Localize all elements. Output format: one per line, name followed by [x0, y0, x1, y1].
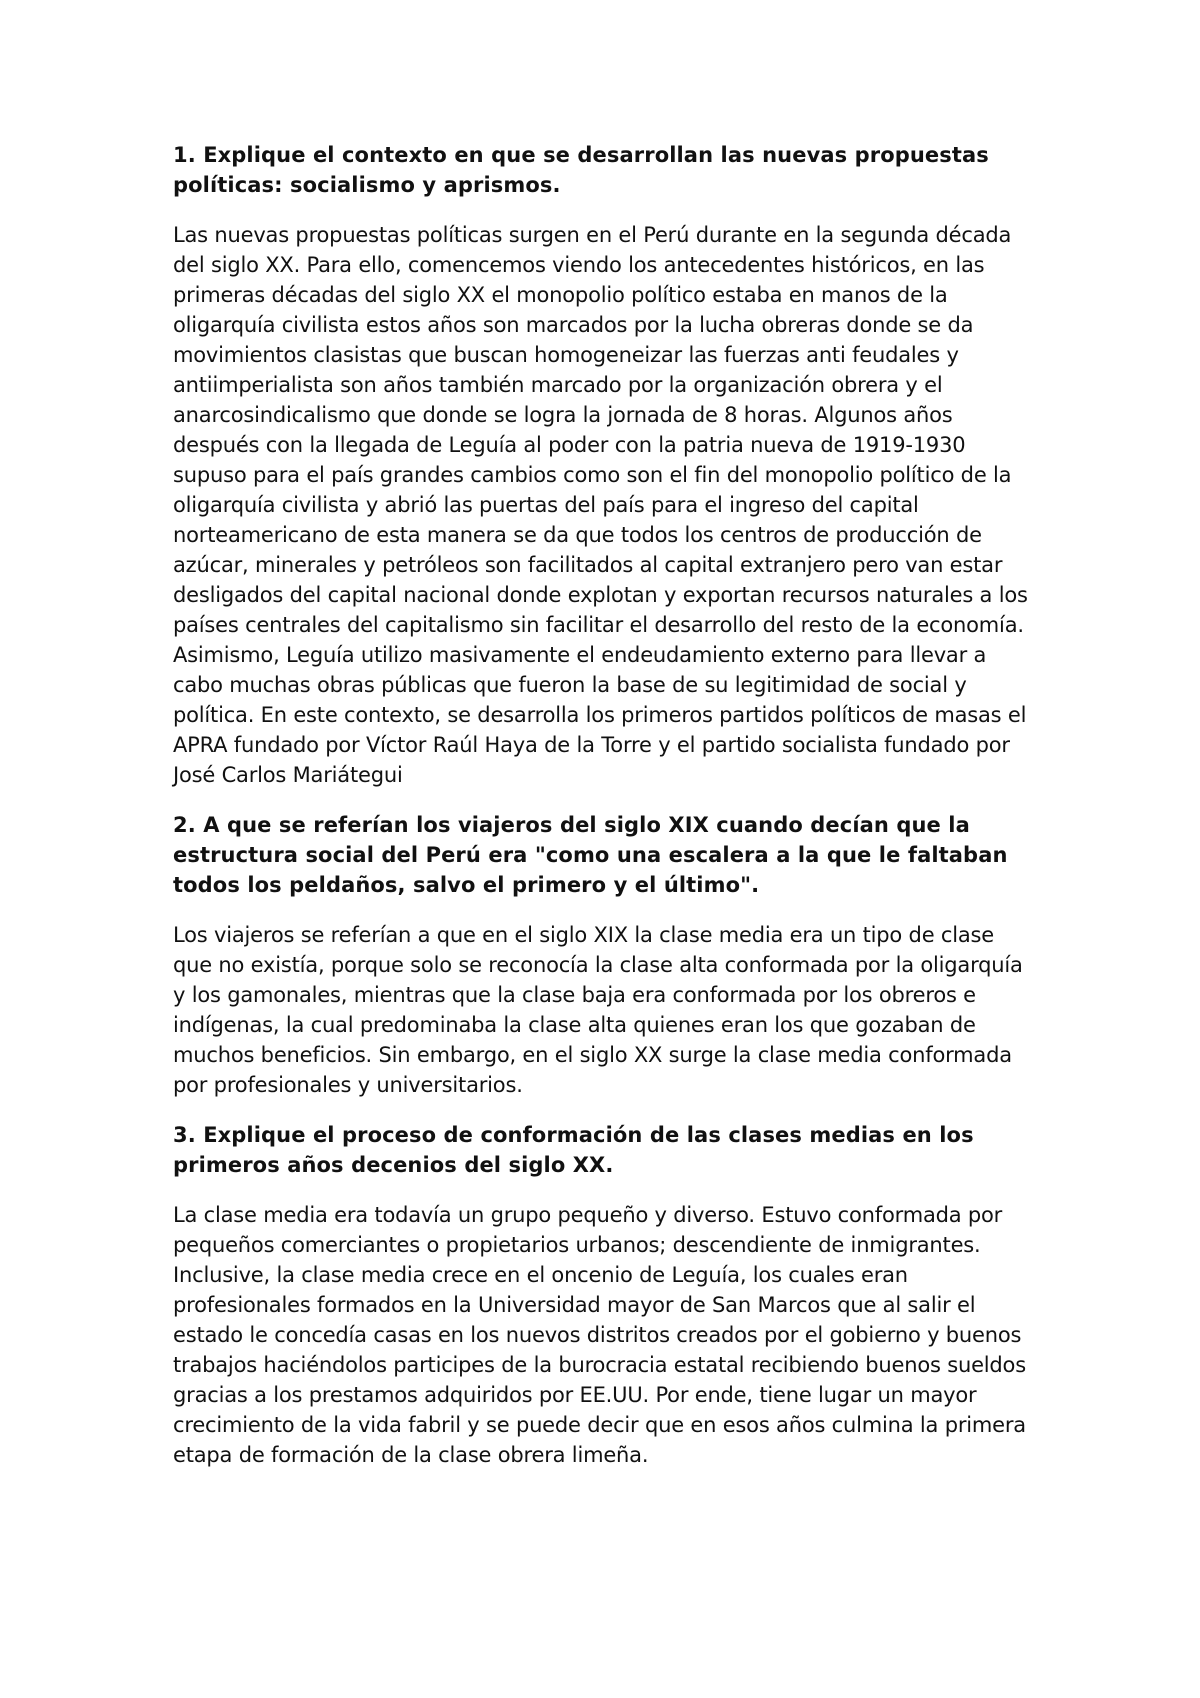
- question-1-heading: 1. Explique el contexto en que se desarrollan las nuevas propuestas políticas: socialismo y aprismos.: [173, 143, 989, 197]
- question-2-heading: 2. A que se referían los viajeros del siglo XIX cuando decían que la estructura social del Perú era "como una escalera a la que le faltaban todos los peldaños, salvo el primero y el último".: [173, 813, 1008, 897]
- question-3-heading: 3. Explique el proceso de conformación de las clases medias en los primeros años decenios del siglo XX.: [173, 1123, 974, 1177]
- answer-1-paragraph: Las nuevas propuestas políticas surgen en el Perú durante en la segunda década del siglo XX. Para ello, comencemos viendo los antecedentes históricos, en las primeras décadas del siglo XX el monopolio político estaba en manos de la oligarquía civilista estos años son marcados por la lucha obreras donde se da movimientos clasistas que buscan homogeneizar las fuerzas anti feudales y antiimperialista son años también marcado por la organización obrera y el anarcosindicalismo que donde se logra la jornada de 8 horas. Algunos años después con la llegada de Leguía al poder con la patria nueva de 1919-1930 supuso para el país grandes cambios como son el fin del monopolio político de la oligarquía civilista y abrió las puertas del país para el ingreso del capital norteamericano de esta manera se da que todos los centros de producción de azúcar, minerales y petróleos son facilitados al capital extranjero pero van estar desligados del capital nacional donde explotan y exportan recursos naturales a los países centrales del capitalismo sin facilitar el desarrollo del resto de la economía. Asimismo, Leguía utilizo masivamente el endeudamiento externo para llevar a cabo muchas obras públicas que fueron la base de su legitimidad de social y política. En este contexto, se desarrolla los primeros partidos políticos de masas el APRA fundado por Víctor Raúl Haya de la Torre y el partido socialista fundado por José Carlos Mariátegui: [173, 223, 1028, 787]
- answer-2-paragraph: Los viajeros se referían a que en el siglo XIX la clase media era un tipo de clase que no existía, porque solo se reconocía la clase alta conformada por la oligarquía y los gamonales, mientras que la clase baja era conformada por los obreros e indígenas, la cual predominaba la clase alta quienes eran los que gozaban de muchos beneficios. Sin embargo, en el siglo XX surge la clase media conformada por profesionales y universitarios.: [173, 923, 1023, 1097]
- answer-3-paragraph: La clase media era todavía un grupo pequeño y diverso. Estuvo conformada por pequeños comerciantes o propietarios urbanos; descendiente de inmigrantes. Inclusive, la clase media crece en el oncenio de Leguía, los cuales eran profesionales formados en la Universidad mayor de San Marcos que al salir el estado le concedía casas en los nuevos distritos creados por el gobierno y buenos trabajos haciéndolos participes de la burocracia estatal recibiendo buenos sueldos gracias a los prestamos adquiridos por EE.UU. Por ende, tiene lugar un mayor crecimiento de la vida fabril y se puede decir que en esos años culmina la primera etapa de formación de la clase obrera limeña.: [173, 1203, 1026, 1467]
- document-body: [173, 140, 1035, 1490]
